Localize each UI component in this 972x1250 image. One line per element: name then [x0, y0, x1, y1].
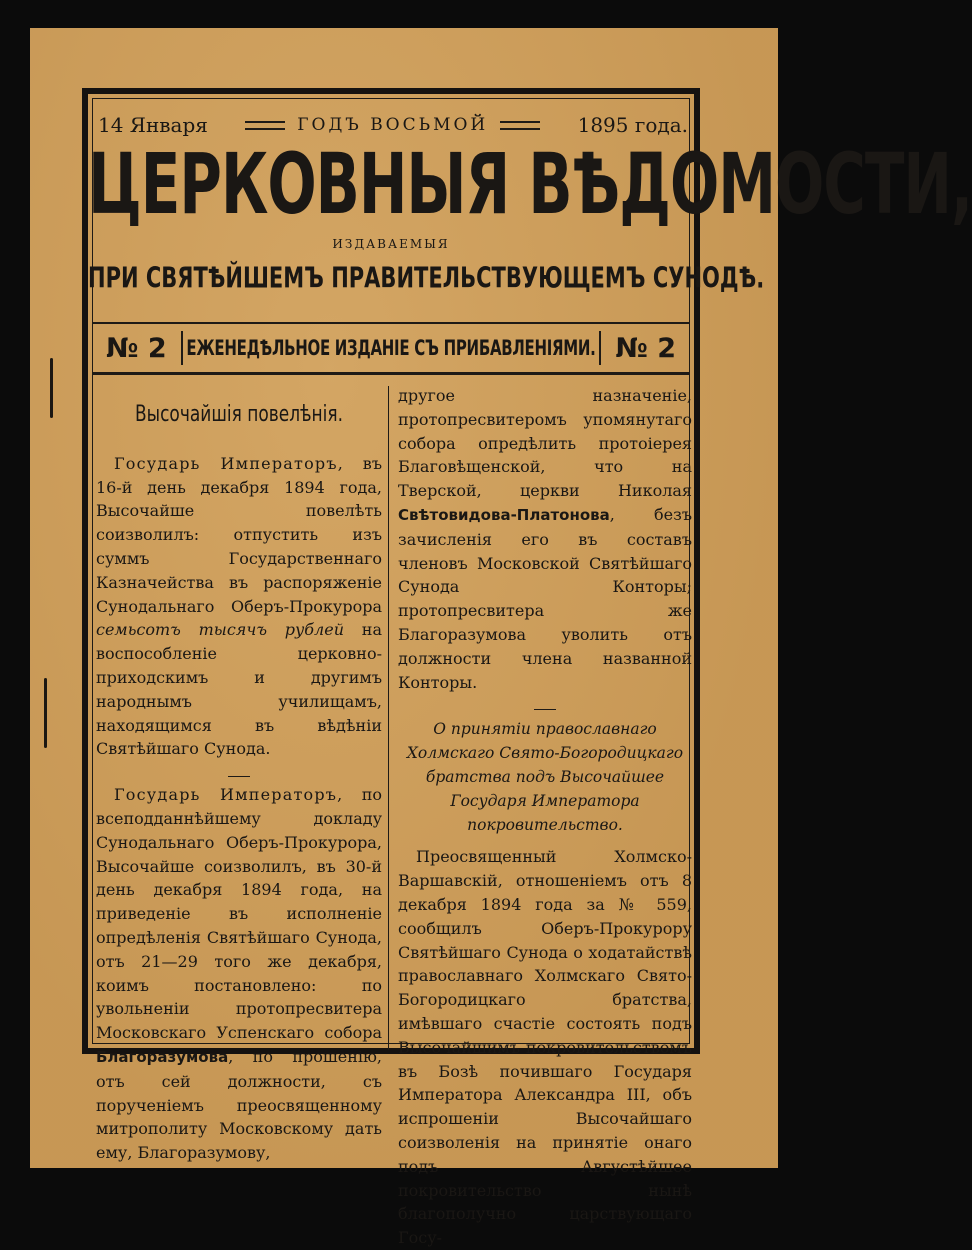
binding-mark — [50, 358, 53, 418]
issue-number-row — [92, 322, 690, 374]
section-dash — [96, 765, 382, 779]
decree-paragraph-2 — [96, 783, 382, 1165]
continuation-end: , безъ зачисленія его въ составъ членовъ Московской Святѣйшаго Сунода Конторы; протопресвитера же Благоразумова уволить отъ должности члена названной Конторы. — [398, 504, 692, 692]
decree-1-body: въ 16-й день декабря 1894 года, Высочайше повелѣть соизволилъ: отпустить изъ суммъ Государственнаго Казначейства въ распоряженіе Сунодальнаго Оберъ-Прокурора — [96, 453, 382, 616]
issue-number-right: № 2 — [615, 332, 676, 364]
brotherhood-paragraph: Преосвященный Холмско-Варшавскій, отношеніемъ отъ 8 декабря 1894 года за № 559, сообщилъ Оберъ-Прокурору Святѣйшаго Сунода о ходатайствѣ православнаго Холмскаго Свято-Богородицкаго братства, имѣвшаго счастіе состоять подъ Высочайшимъ покровительствомъ въ Бозѣ почившаго Государя Императора Александра III, объ испрошеніи Высочайшаго соизволенія на принятіе онаго подъ Августѣйшее покровительство нынѣ благополучно царствующаго Госу- — [398, 847, 692, 1248]
decree-paragraph-1 — [96, 452, 382, 761]
issue-number-left: № 2 — [106, 332, 167, 364]
continuation-paragraph — [398, 384, 692, 694]
decree-2-end: , по прошенію, отъ сей должности, съ порученіемъ преосвященному митрополиту Московскому дать ему, Благоразумову, — [96, 1046, 382, 1163]
subtitle-small: ИЗДАВАЕМЫЯ — [332, 237, 450, 251]
section-dash — [398, 698, 692, 712]
decree-1-end: на воспособленіе церковно-приходскимъ и другимъ народнымъ училищамъ, находящимся въ вѣдѣніи Святѣйшаго Сунода. — [96, 620, 382, 759]
subtitle-large: ПРИ СВЯТѢЙШЕМЪ ПРАВИТЕЛЬСТВУЮЩЕМЪ СУНОДѢ. — [88, 262, 765, 295]
left-column — [96, 384, 382, 1165]
continuation-name: Свѣтовидова-Платонова — [398, 505, 610, 524]
double-rule — [500, 121, 540, 130]
continuation-start: другое назначеніе, протопресвитеромъ упомянутаго собора опредѣлить протоіерея Благовѣщенской, что на Тверской, церкви Николая — [398, 386, 692, 501]
right-column — [398, 384, 692, 1250]
newspaper-title: ЦЕРКОВНЫЯ ВѢДОМОСТИ, — [88, 134, 972, 234]
brotherhood-heading: О принятіи православнаго Холмскаго Свято-Богородицкаго братства подъ Высочайшее Государя Императора покровительство. — [406, 720, 684, 834]
double-rule — [245, 121, 285, 130]
decree-2-name: Благоразумова — [96, 1047, 229, 1066]
rule-line — [92, 374, 690, 375]
section-heading — [96, 401, 382, 428]
year-label-group — [245, 115, 540, 135]
decree-1-amount: семьсотъ тысячъ рублей — [96, 620, 345, 640]
section-heading-text: Высочайшія повелѣнія. — [134, 401, 343, 428]
decree-2-body: по всеподданнѣйшему докладу Сунодальнаго Оберъ-Прокурора, Высочайше соизволилъ, въ 30-й день декабря 1894 года, на приведеніе въ исполненіе опредѣленія Святѣйшаго Сунода, отъ 21—29 того же декабря, коимъ постановлено: по увольненіи протопресвитера Московскаго Успенскаго собора — [96, 785, 382, 1043]
decree-2-lead: Государь Императоръ, — [114, 785, 344, 805]
issue-year: 1895 года. — [577, 113, 688, 137]
binding-mark — [44, 678, 47, 748]
year-label: ГОДЪ ВОСЬМОЙ — [297, 115, 489, 135]
weekly-edition-label: ЕЖЕНЕДѢЛЬНОЕ ИЗДАНІЕ СЪ ПРИБАВЛЕНІЯМИ. — [186, 335, 596, 361]
column-divider — [388, 386, 389, 1050]
page-frame — [82, 88, 972, 1248]
issue-date: 14 Января — [98, 113, 208, 137]
decree-1-lead: Государь Императоръ, — [114, 453, 345, 473]
